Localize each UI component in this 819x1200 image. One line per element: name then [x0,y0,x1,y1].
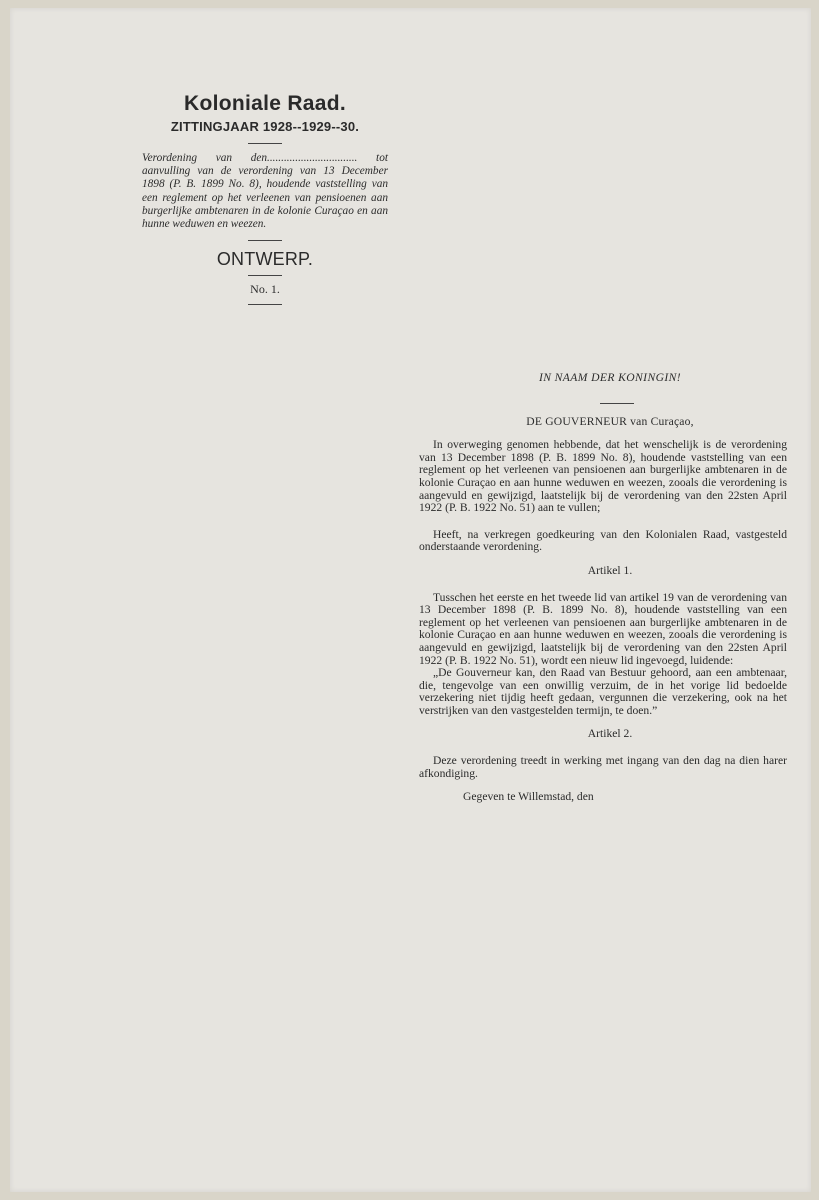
in-name-heading: IN NAAM DER KONINGIN! [538,371,682,384]
article-1-text: Tusschen het eerste en het tweede lid van artikel 19 van de verordening van 13 December 1898 (P. B. 1899 No. 8), houdende vaststelling van een reglement op het verleenen van pensioenen aan burgerlijke ambtenaren in de kolonie Curaçao en aan hunne weduwen en weezen, zooals die verordening is aangevuld en gewijzigd, laatstelijk bij de verordening van den 22sten April 1922 (P. B. 1922 No. 51), wordt een nieuw lid ingevoegd, luidende: [419,590,787,667]
enactment-paragraph: Heeft, na verkregen goedkeuring van den Kolonialen Raad, vastgesteld onderstaande verordening. [419,527,787,554]
document-page [10,8,811,1192]
divider [248,275,282,276]
session-year: ZITTINGJAAR 1928--1929--30. [170,119,360,134]
header-block [132,92,398,305]
governor-heading: DE GOUVERNEUR van Curaçao, [526,414,694,428]
divider [600,403,634,404]
article-2-heading: Artikel 2. [587,727,633,741]
council-title: Koloniale Raad. [183,92,347,115]
divider [248,143,282,144]
divider [248,240,282,241]
article-1-heading: Artikel 1. [587,563,633,577]
considering-paragraph: In overweging genomen hebbende, dat het wenschelijk is de verordening van 13 December 1898 (P. B. 1899 No. 8), houdende vaststelling van een reglement op het verleenen van pensioenen aan burgerlijke ambtenaren in de kolonie Curaçao en aan hunne weduwen en weezen, zooals die verordening is aangevuld en gewijzigd, laatstelijk bij de verordening van den 22sten April 1922 (P. B. 1922 No. 51) aan te vullen; [419,438,787,515]
given-at-line: Gegeven te Willemstad, den [463,790,594,804]
article-2-text: Deze verordening treedt in werking met ingang van den dag na dien harer afkondiging. [419,754,787,780]
ordinance-description: Verordening van den................................ tot aanvulling van de verordening van 13 December 1898 (P. B. 1899 No. 8), houdende vaststelling van een reglement op het verleenen van pensioenen aan burgerlijke ambtenaren in de kolonie Curaçao en aan hunne weduwen en weezen. [142,152,388,231]
draft-number: No. 1. [250,282,280,297]
divider [248,304,282,305]
ordinance-body [419,372,787,804]
article-1-quote: „De Gouverneur kan, den Raad van Bestuur gehoord, aan een ambtenaar, die, tengevolge van een onwillig verzuim, de in het vorige lid bedoelde verzekering niet tijdig heeft gedaan, vergunnen die verzekering, ook na het verstrijken van den vastgestelden termijn, te doen.” [419,666,787,717]
draft-label: ONTWERP. [216,249,314,270]
